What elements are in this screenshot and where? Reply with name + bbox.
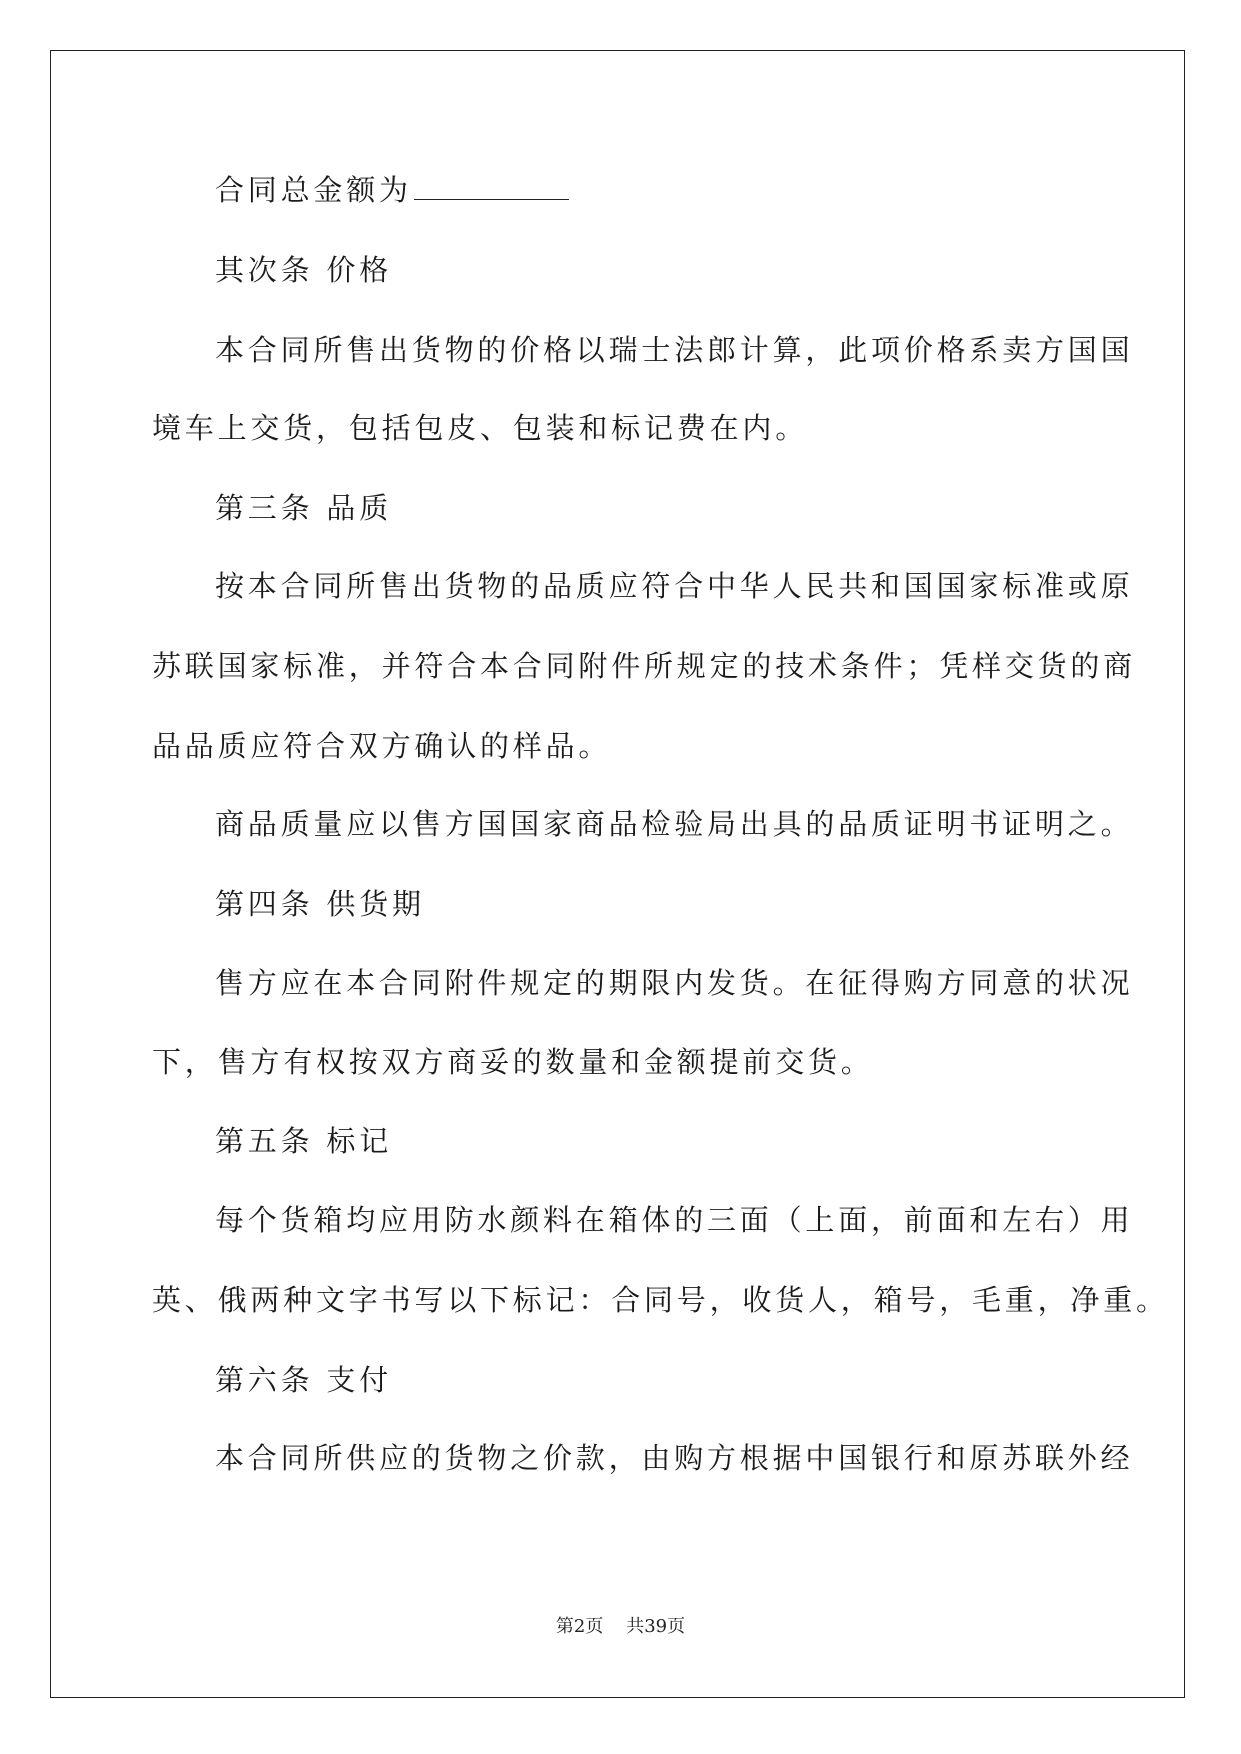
page-number: 2 [573,1616,586,1637]
text-line: 按本合同所售出货物的品质应符合中华人民共和国国家标准或原 [215,569,1134,603]
text-line: 本合同所售出货物的价格以瑞士法郎计算，此项价格系卖方国国 [215,333,1134,367]
article-5-heading: 第五条 标记 [215,1124,393,1158]
page-suffix: 页 [585,1616,604,1637]
article-2-heading: 其次条 价格 [215,253,393,287]
total-suffix: 页 [667,1616,686,1637]
article-4-heading: 第四条 供货期 [215,887,425,921]
text-line-contract-amount [215,172,569,208]
article-6-heading: 第六条 支付 [215,1363,393,1397]
text-line: 售方应在本合同附件规定的期限内发货。在征得购方同意的状况 [215,966,1134,1000]
amount-blank-field [414,173,569,200]
text-line: 每个货箱均应用防水颜料在箱体的三面（上面，前面和左右）用 [215,1203,1134,1237]
text-line: 英、俄两种文字书写以下标记：合同号，收货人，箱号，毛重，净重。 [152,1283,1169,1317]
article-3-heading: 第三条 品质 [215,491,393,525]
page-footer [0,1612,1241,1638]
text-line: 下，售方有权按双方商妥的数量和金额提前交货。 [152,1045,874,1079]
page-prefix: 第 [555,1616,574,1637]
contract-amount-label: 合同总金额为 [215,173,412,207]
text-line: 苏联国家标准，并符合本合同附件所规定的技术条件；凭样交货的商 [152,649,1137,683]
total-pages: 39 [644,1616,668,1637]
text-line: 商品质量应以售方国国家商品检验局出具的品质证明书证明之。 [215,807,1134,841]
text-line: 境车上交货，包括包皮、包装和标记费在内。 [152,411,809,445]
total-prefix: 共 [626,1616,645,1637]
text-line: 品品质应符合双方确认的样品。 [152,729,612,763]
text-line: 本合同所供应的货物之价款，由购方根据中国银行和原苏联外经 [215,1441,1134,1475]
